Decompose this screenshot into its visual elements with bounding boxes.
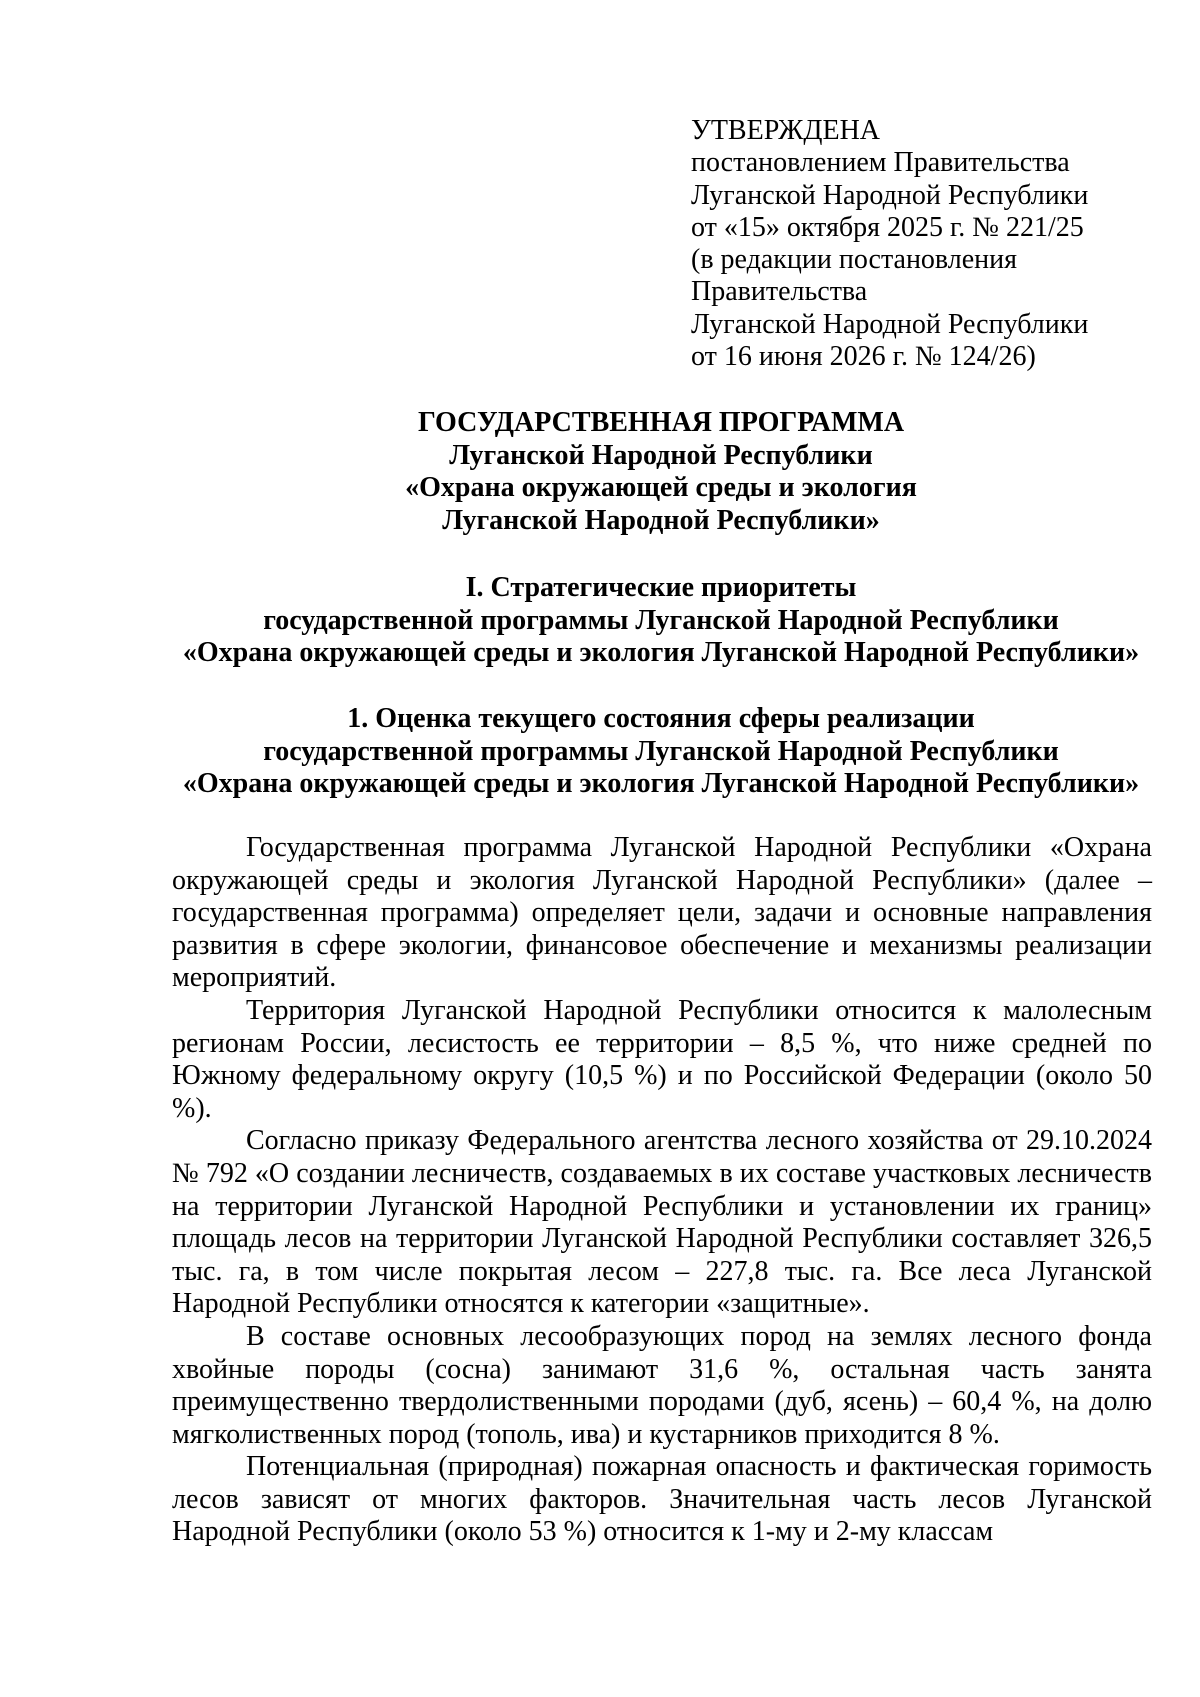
section-heading	[170, 572, 1152, 670]
section-heading-line: «Охрана окружающей среды и экология Луганской Народной Республики»	[182, 637, 1140, 668]
approval-line: Луганской Народной Республики	[691, 308, 1089, 340]
paragraph: Согласно приказу Федерального агентства лесного хозяйства от 29.10.2024 № 792 «О создании лесничеств, создаваемых в их составе участковых лесничеств на территории Луганской Народной Республики и установлении их границ» площадь лесов на территории Луганской Народной Республики составляет 326,5 тыс. га, в том числе покрытая лесом – 227,8 тыс. га. Все леса Луганской Народной Республики относятся к категории «защитные».	[172, 1125, 1152, 1320]
approval-line: Луганской Народной Республики	[691, 179, 1089, 211]
subsection-heading-line: «Охрана окружающей среды и экология Луганской Народной Республики»	[182, 768, 1140, 799]
approval-stamp	[691, 115, 1161, 373]
paragraph: Потенциальная (природная) пожарная опасность и фактическая горимость лесов зависят от многих факторов. Значительная часть лесов Луганской Народной Республики (около 53 %) относится к 1-му и 2-му классам	[172, 1451, 1152, 1548]
program-title-line: Луганской Народной Республики»	[442, 504, 880, 536]
approval-line: постановлением Правительства	[691, 147, 1070, 179]
approval-line: от 16 июня 2026 г. № 124/26)	[691, 341, 1036, 373]
approval-line: (в редакции постановления	[691, 244, 1018, 276]
paragraph: В составе основных лесообразующих пород на землях лесного фонда хвойные породы (сосна) занимают 31,6 %, остальная часть занята преимущественно твердолиственными породами (дуб, ясень) – 60,4 %, на долю мягколиственных пород (тополь, ива) и кустарников приходится 8 %.	[172, 1320, 1152, 1450]
program-title-line: ГОСУДАРСТВЕННАЯ ПРОГРАММА	[417, 407, 905, 438]
subsection-heading-line: 1. Оценка текущего состояния сферы реализации	[347, 703, 975, 734]
program-title	[170, 407, 1152, 537]
document-body	[172, 832, 1152, 1549]
program-title-line: «Охрана окружающей среды и экология	[405, 472, 917, 503]
subsection-heading	[170, 703, 1152, 801]
subsection-heading-line: государственной программы Луганской Народной Республики	[263, 735, 1059, 767]
paragraph: Государственная программа Луганской Народной Республики «Охрана окружающей среды и экология Луганской Народной Республики» (далее – государственная программа) определяет цели, задачи и основные направления развития в сфере экологии, финансовое обеспечение и механизмы реализации мероприятий.	[172, 832, 1152, 994]
approval-title: УТВЕРЖДЕНА	[691, 115, 881, 146]
program-title-line: Луганской Народной Республики	[449, 439, 873, 471]
paragraph: Территория Луганской Народной Республики относится к малолесным регионам России, лесистость ее территории – 8,5 %, что ниже средней по Южному федеральному округу (10,5 %) и по Российской Федерации (около 50 %).	[172, 994, 1152, 1124]
approval-line: Правительства	[691, 276, 868, 308]
approval-line: от «15» октября 2025 г. № 221/25	[691, 211, 1084, 243]
section-heading-line: I. Стратегические приоритеты	[465, 572, 857, 603]
section-heading-line: государственной программы Луганской Народной Республики	[263, 604, 1059, 636]
